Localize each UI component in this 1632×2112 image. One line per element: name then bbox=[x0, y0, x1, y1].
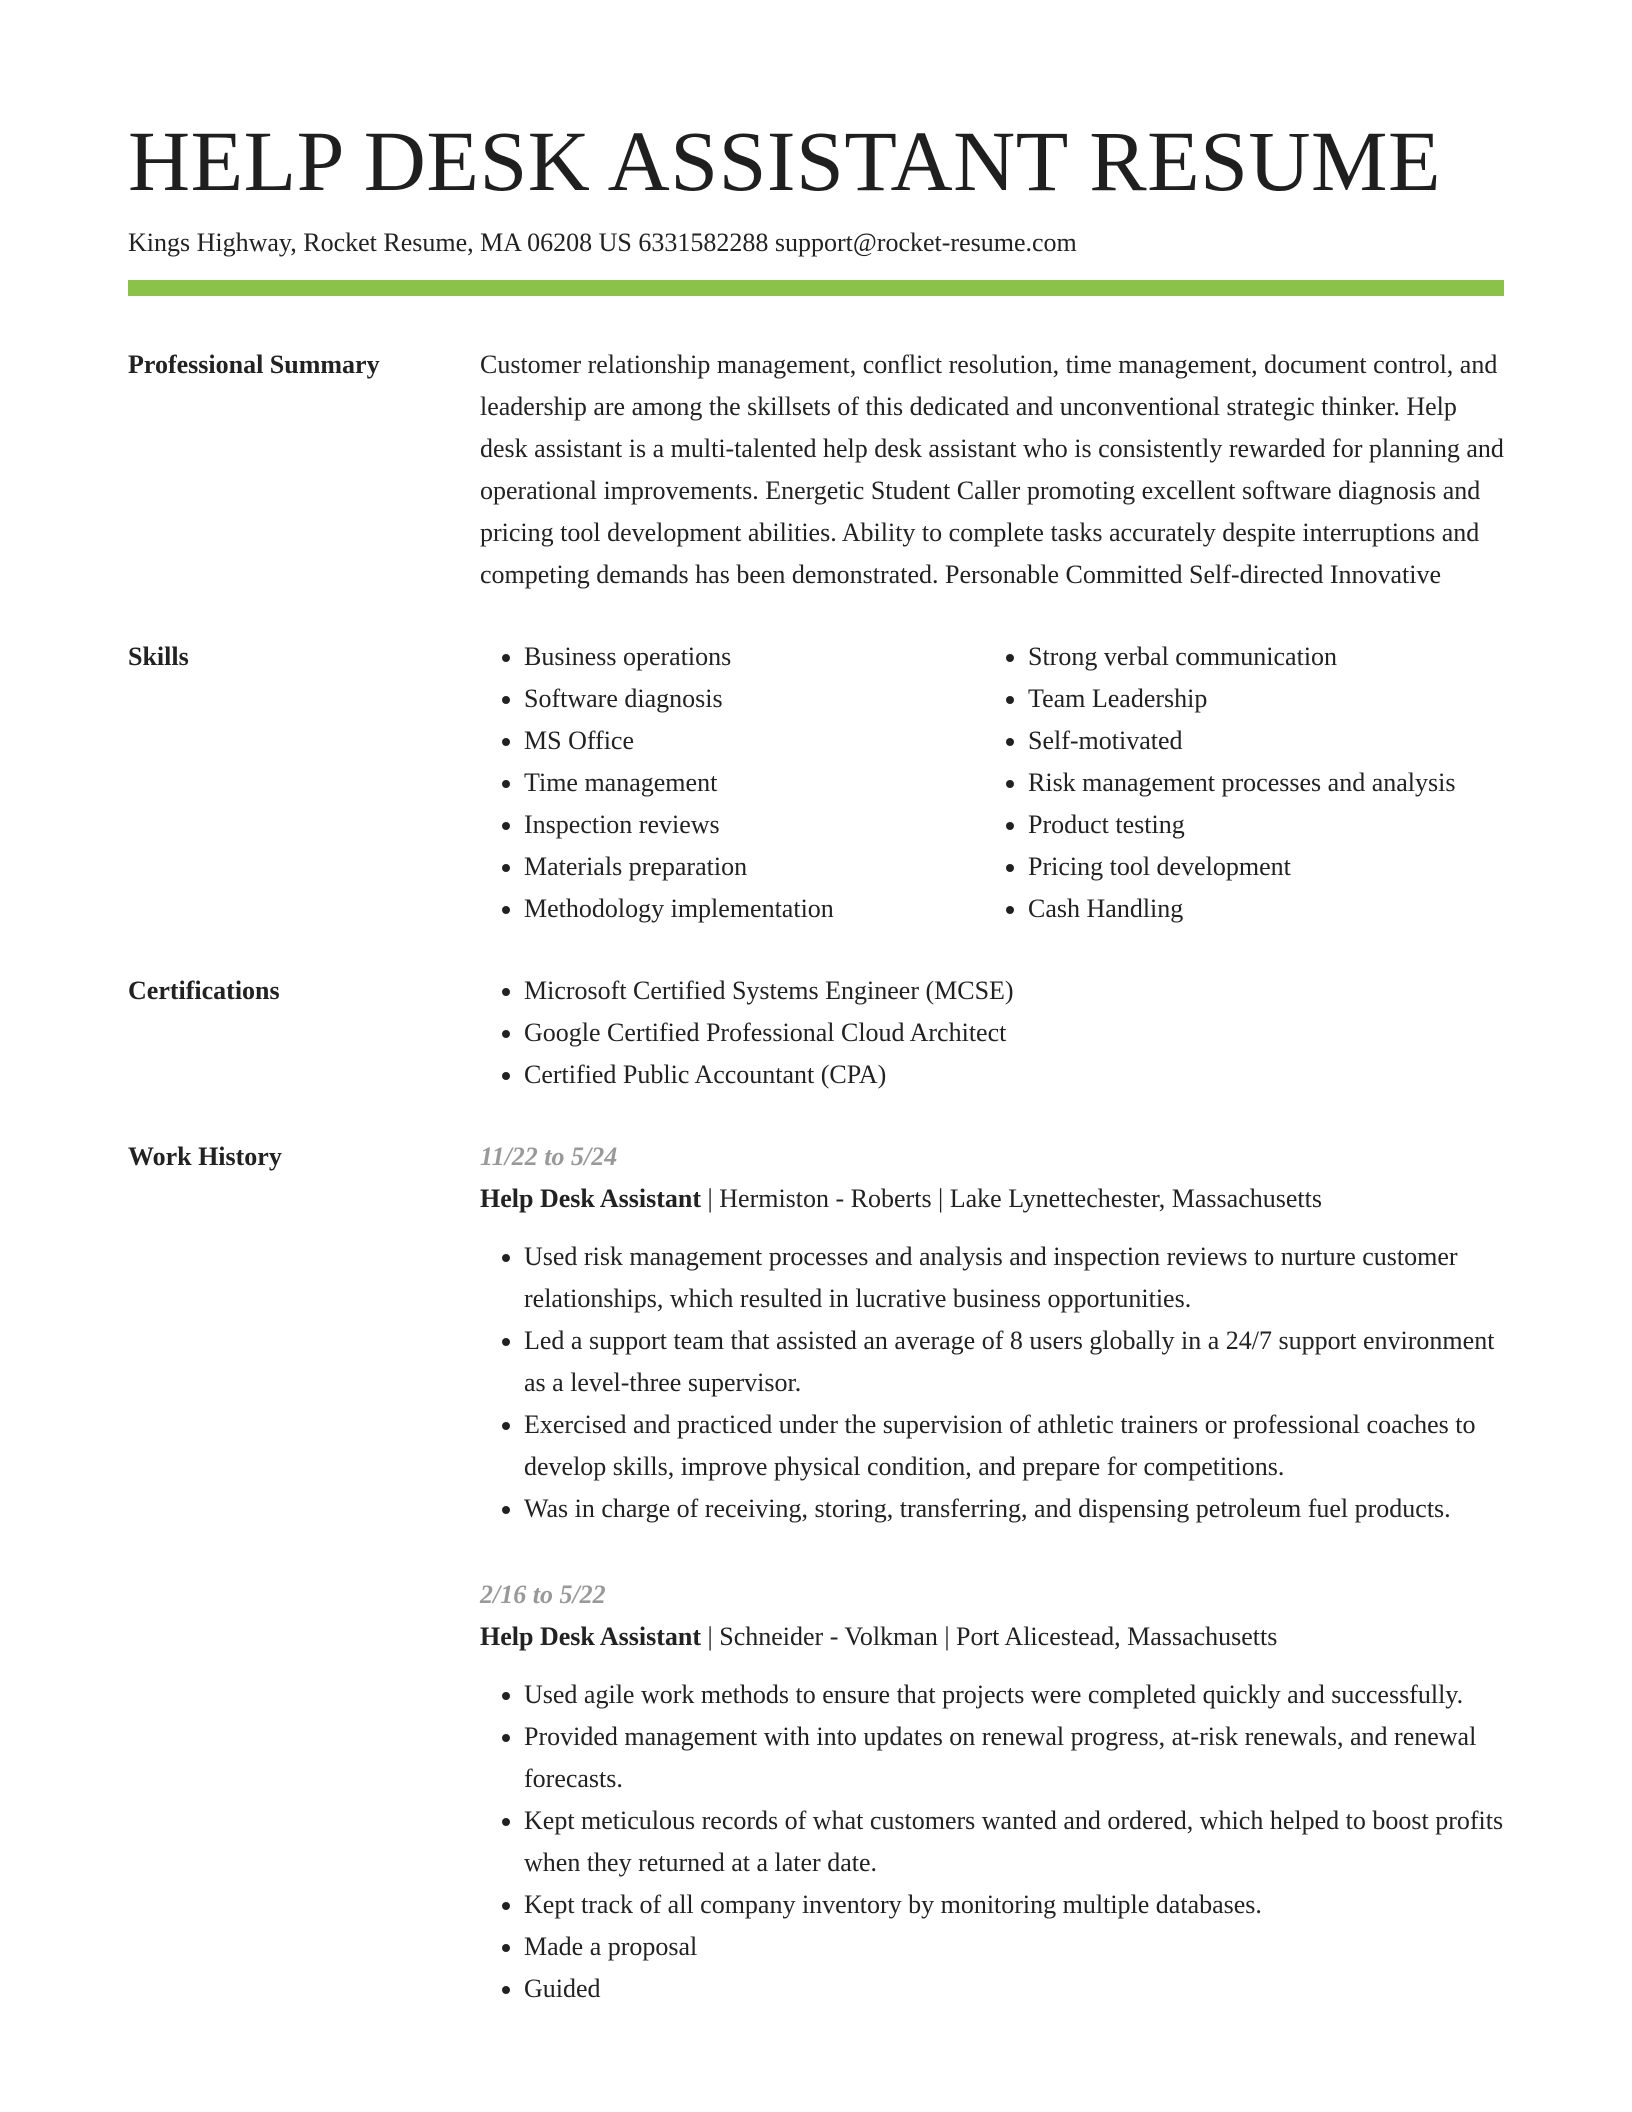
certification-item: • Certified Public Accountant (CPA) bbox=[524, 1054, 1504, 1096]
job-title: Help Desk Assistant bbox=[480, 1621, 702, 1651]
summary-text: Customer relationship management, conflict resolution, time management, document control, and leadership are among the skillsets of this dedicated and unconventional strategic thinker. Help desk assistant is a multi-talented help desk assistant who is consistently rewarded for planning and operational improvements. Energetic Student Caller promoting excellent software diagnosis and pricing tool development abilities. Ability to complete tasks accurately despite interruptions and competing demands has been demonstrated. Personable Committed Self-directed Innovative bbox=[480, 349, 1504, 589]
section-label-certifications: Certifications bbox=[128, 975, 280, 1005]
section-label-work-history: Work History bbox=[128, 1141, 282, 1171]
accent-divider bbox=[128, 280, 1504, 296]
certification-item: • Microsoft Certified Systems Engineer (MCSE) bbox=[524, 970, 1504, 1012]
skills-list-left bbox=[480, 636, 984, 930]
page-title: HELP DESK ASSISTANT RESUME bbox=[128, 113, 1442, 209]
skill-item: • Inspection reviews bbox=[524, 804, 984, 846]
job-bullet: • Provided management with into updates on renewal progress, at-risk renewals, and renewal forecasts. bbox=[524, 1716, 1504, 1800]
skill-item: • Self-motivated bbox=[1028, 720, 1504, 762]
job-title: Help Desk Assistant bbox=[480, 1183, 702, 1213]
skill-item: • Business operations bbox=[524, 636, 984, 678]
skill-item: • Time management bbox=[524, 762, 984, 804]
job-dates: 2/16 to 5/22 bbox=[480, 1579, 606, 1609]
job-bullet: • Led a support team that assisted an average of 8 users globally in a 24/7 support environment as a level-three supervisor. bbox=[524, 1320, 1504, 1404]
job-bullets bbox=[480, 1674, 1504, 2010]
certification-item: • Google Certified Professional Cloud Architect bbox=[524, 1012, 1504, 1054]
skill-item: • Methodology implementation bbox=[524, 888, 984, 930]
contact-info: Kings Highway, Rocket Resume, MA 06208 US 6331582288 support@rocket-resume.com bbox=[128, 228, 1077, 257]
section-work-history bbox=[128, 1136, 1504, 2010]
job-bullet: • Exercised and practiced under the supervision of athletic trainers or professional coaches to develop skills, improve physical condition, and prepare for competitions. bbox=[524, 1404, 1504, 1488]
job-bullet: • Kept track of all company inventory by monitoring multiple databases. bbox=[524, 1884, 1504, 1926]
job-employer-location: | Schneider - Volkman | Port Alicestead, Massachusetts bbox=[701, 1621, 1278, 1651]
section-certifications bbox=[128, 970, 1504, 1096]
skill-item: • MS Office bbox=[524, 720, 984, 762]
section-skills bbox=[128, 636, 1504, 930]
skill-item: • Software diagnosis bbox=[524, 678, 984, 720]
job-bullet: • Used agile work methods to ensure that projects were completed quickly and successfully. bbox=[524, 1674, 1504, 1716]
skill-item: • Cash Handling bbox=[1028, 888, 1504, 930]
job-entry bbox=[480, 1136, 1504, 1530]
skill-item: • Materials preparation bbox=[524, 846, 984, 888]
section-label-skills: Skills bbox=[128, 641, 189, 671]
certifications-list bbox=[480, 970, 1504, 1096]
section-professional-summary bbox=[128, 344, 1504, 596]
skill-item: • Strong verbal communication bbox=[1028, 636, 1504, 678]
job-heading bbox=[480, 1616, 1504, 1658]
job-bullet: • Was in charge of receiving, storing, transferring, and dispensing petroleum fuel products. bbox=[524, 1488, 1504, 1530]
job-employer-location: | Hermiston - Roberts | Lake Lynettechester, Massachusetts bbox=[701, 1183, 1322, 1213]
skill-item: • Risk management processes and analysis bbox=[1028, 762, 1504, 804]
skill-item: • Product testing bbox=[1028, 804, 1504, 846]
job-heading bbox=[480, 1178, 1504, 1220]
skill-item: • Pricing tool development bbox=[1028, 846, 1504, 888]
job-dates: 11/22 to 5/24 bbox=[480, 1141, 618, 1171]
job-bullet: • Kept meticulous records of what customers wanted and ordered, which helped to boost profits when they returned at a later date. bbox=[524, 1800, 1504, 1884]
section-label-summary: Professional Summary bbox=[128, 349, 380, 379]
job-bullet: • Used risk management processes and analysis and inspection reviews to nurture customer relationships, which resulted in lucrative business opportunities. bbox=[524, 1236, 1504, 1320]
resume-page bbox=[128, 113, 1504, 2010]
job-bullets bbox=[480, 1236, 1504, 1530]
job-bullet: • Made a proposal bbox=[524, 1926, 1504, 1968]
job-bullet: • Guided bbox=[524, 1968, 1504, 2010]
skill-item: • Team Leadership bbox=[1028, 678, 1504, 720]
skills-list-right bbox=[984, 636, 1504, 930]
job-entry bbox=[480, 1574, 1504, 2010]
